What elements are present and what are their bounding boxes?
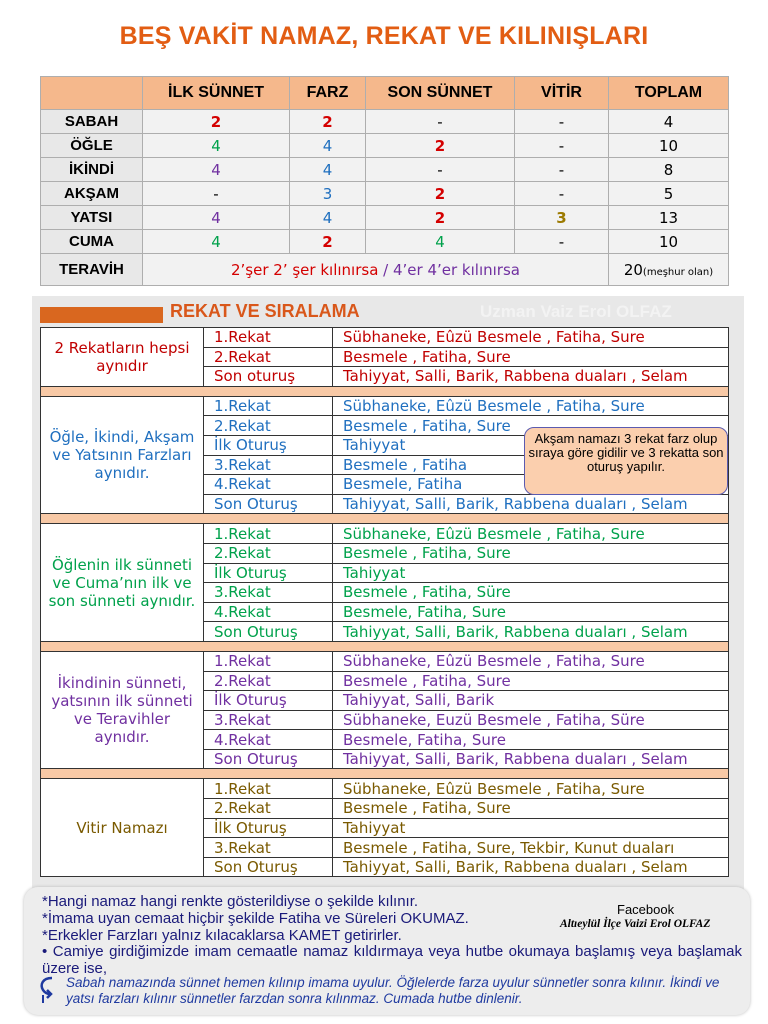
cell-son: 4	[366, 230, 515, 254]
cell-ilk: -	[143, 182, 290, 206]
cell-farz: 4	[290, 158, 366, 182]
header-vitir: VİTİR	[515, 77, 609, 110]
rekat-content: Tahiyyat, Salli, Barik	[333, 691, 729, 711]
sabah-note: Sabah namazında sünnet hemen kılınıp imama uyulur. Öğlelerde farza uyulur sünnetler sonra kılınır. İkindi ve yatsı farzları kılınır sünnetler farzdan sonra kılınmaz. Cumada hutbe dinlenir.	[66, 975, 720, 1006]
cell-farz: 4	[290, 206, 366, 230]
teravih-total	[609, 254, 729, 286]
rekat-step: 3.Rekat	[204, 710, 333, 730]
rekat-step: 1.Rekat	[204, 779, 333, 799]
rekat-content: Tahiyyat, Salli, Barik, Rabbena duaları , Selam	[333, 622, 729, 642]
teravih-total-value: 20	[623, 260, 643, 279]
rekat-step: Son Oturuş	[204, 857, 333, 877]
rekat-step: 4.Rekat	[204, 602, 333, 622]
rekat-step: 2.Rekat	[204, 671, 333, 691]
teravih-separator: /	[378, 260, 393, 279]
cell-toplam: 5	[609, 182, 729, 206]
teravih-total-note: (meşhur olan)	[642, 266, 714, 278]
rekat-content: Besmele , Fatiha, Sure	[333, 671, 729, 691]
rekat-step: 2.Rekat	[204, 347, 333, 367]
rekat-step: 1.Rekat	[204, 328, 333, 348]
rekat-content: Besmele , Fatiha, Sure	[333, 347, 729, 367]
rekat-content: Besmele , Fatiha, Sure, Tekbir, Kunut duaları	[333, 838, 729, 858]
group-separator	[41, 769, 729, 779]
cell-vitir: -	[515, 182, 609, 206]
note-line-1: *Hangi namaz hangi renkte gösterildiyse o şekilde kılınır.	[42, 893, 419, 910]
rekat-content: Besmele , Fatiha	[333, 455, 729, 475]
cell-son: -	[366, 158, 515, 182]
cell-ilk: 4	[143, 230, 290, 254]
cell-ilk: 4	[143, 134, 290, 158]
note-line-4: • Camiye girdiğimizde imam cemaatle namaz kıldırmaya veya hutbe okumaya başlamış veya başlamak üzere ise,	[42, 943, 742, 977]
cell-toplam: 10	[609, 134, 729, 158]
rekat-content: Tahiyyat, Salli, Barik, Rabbena duaları , Selam	[333, 857, 729, 877]
cell-vitir: -	[515, 158, 609, 182]
header-toplam: TOPLAM	[609, 77, 729, 110]
page-title: BEŞ VAKİT NAMAZ, REKAT VE KILINIŞLARI	[119, 22, 649, 50]
rekat-step: Son Oturuş	[204, 622, 333, 642]
summary-row-yatsi	[41, 206, 729, 230]
prayer-name: TERAVİH	[41, 254, 143, 286]
rekat-content: Besmele , Fatiha, Sure	[333, 543, 729, 563]
author-signature: Altıeylül İlçe Vaizi Erol OLFAZ	[560, 918, 711, 930]
rekat-content: Tahiyyat	[333, 818, 729, 838]
separator-cell	[41, 769, 729, 779]
rekat-content: Besmele, Fatiha, Sure	[333, 730, 729, 750]
header-son-sunnet: SON SÜNNET	[366, 77, 515, 110]
cell-ilk: 2	[143, 110, 290, 134]
summary-row-sabah	[41, 110, 729, 134]
cell-vitir: -	[515, 134, 609, 158]
rekat-step: 2.Rekat	[204, 799, 333, 819]
rekat-table-body	[41, 328, 729, 877]
rekat-content: Tahiyyat, Salli, Barik, Rabbena duaları , Selam	[333, 367, 729, 387]
group-label: Vitir Namazı	[41, 779, 204, 877]
cell-ilk: 4	[143, 158, 290, 182]
rekat-content: Besmele, Fatiha, Sure	[333, 602, 729, 622]
summary-row-cuma	[41, 230, 729, 254]
cell-vitir: -	[515, 230, 609, 254]
cell-toplam: 4	[609, 110, 729, 134]
rekat-step: İlk Oturuş	[204, 691, 333, 711]
rekat-content: Besmele , Fatiha, Sure	[333, 799, 729, 819]
group-label: Öğle, İkindi, Akşam ve Yatsının Farzları aynıdır.	[41, 396, 204, 514]
cell-son: -	[366, 110, 515, 134]
prayer-name: SABAH	[41, 110, 143, 134]
rekat-step: 2.Rekat	[204, 416, 333, 436]
rekat-step: Son Oturuş	[204, 749, 333, 769]
cell-farz: 3	[290, 182, 366, 206]
prayer-name: AKŞAM	[41, 182, 143, 206]
rekat-step: 1.Rekat	[204, 524, 333, 544]
summary-row-ikindi	[41, 158, 729, 182]
prayer-name: ÖĞLE	[41, 134, 143, 158]
header-farz: FARZ	[290, 77, 366, 110]
prayer-name: YATSI	[41, 206, 143, 230]
aksam-callout: Akşam namazı 3 rekat farz olup sıraya göre gidilir ve 3 rekatta son oturuş yapılır.	[524, 427, 728, 495]
cell-farz: 2	[290, 110, 366, 134]
teravih-description	[143, 254, 609, 286]
cell-toplam: 13	[609, 206, 729, 230]
group-separator	[41, 386, 729, 396]
rekat-step: Son Oturuş	[204, 494, 333, 514]
rekat-content: Tahiyyat	[333, 563, 729, 583]
rekat-row	[41, 396, 729, 416]
cell-farz: 2	[290, 230, 366, 254]
rekat-content: Tahiyyat	[333, 435, 729, 455]
rekat-step: 1.Rekat	[204, 651, 333, 671]
rekat-step: 2.Rekat	[204, 543, 333, 563]
rekat-content: Besmele, Fatiha	[333, 475, 729, 495]
separator-cell	[41, 514, 729, 524]
rekat-table	[40, 327, 729, 877]
section-title: REKAT VE SIRALAMA	[170, 301, 360, 321]
cell-son: 2	[366, 134, 515, 158]
prayer-name: İKİNDİ	[41, 158, 143, 182]
header-empty	[41, 77, 143, 110]
cell-son: 2	[366, 206, 515, 230]
rekat-row	[41, 524, 729, 544]
rekat-content: Sübhaneke, Euzü Besmele , Fatiha, Süre	[333, 710, 729, 730]
rekat-step: 4.Rekat	[204, 730, 333, 750]
group-label: Öğlenin ilk sünneti ve Cuma’nın ilk ve son sünneti aynıdır.	[41, 524, 204, 642]
rekat-content: Sübhaneke, Eûzü Besmele , Fatiha, Sure	[333, 396, 729, 416]
group-label: 2 Rekatların hepsi aynıdır	[41, 328, 204, 387]
summary-row-teravih	[41, 254, 729, 286]
curl-arrow-icon	[38, 975, 58, 1003]
facebook-label: Facebook	[617, 902, 675, 917]
group-label: İkindinin sünneti, yatsının ilk sünneti ve Teravihler aynıdır.	[41, 651, 204, 769]
rekat-step: 1.Rekat	[204, 396, 333, 416]
separator-cell	[41, 386, 729, 396]
rekat-step: İlk Oturuş	[204, 563, 333, 583]
rekat-content: Sübhaneke, Eûzü Besmele , Fatiha, Sure	[333, 651, 729, 671]
summary-table	[40, 76, 729, 286]
cell-ilk: 4	[143, 206, 290, 230]
rekat-content: Sübhaneke, Eûzü Besmele , Fatiha, Sure	[333, 779, 729, 799]
rekat-content: Tahiyyat, Salli, Barik, Rabbena duaları , Selam	[333, 494, 729, 514]
watermark: Uzman Vaiz Erol OLFAZ	[480, 302, 672, 321]
cell-farz: 4	[290, 134, 366, 158]
teravih-text-1: 2’şer 2’ şer kılınırsa	[231, 260, 379, 279]
header-ilk-sunnet: İLK SÜNNET	[143, 77, 290, 110]
rekat-step: Son oturuş	[204, 367, 333, 387]
cell-vitir: -	[515, 110, 609, 134]
summary-header-row	[41, 77, 729, 110]
cell-son: 2	[366, 182, 515, 206]
rekat-step: İlk Oturuş	[204, 435, 333, 455]
rekat-step: İlk Oturuş	[204, 818, 333, 838]
rekat-row	[41, 328, 729, 348]
rekat-content: Tahiyyat, Salli, Barik, Rabbena duaları , Selam	[333, 749, 729, 769]
rekat-row	[41, 779, 729, 799]
rekat-content: Sübhaneke, Eûzü Besmele , Fatiha, Sure	[333, 328, 729, 348]
separator-cell	[41, 641, 729, 651]
rekat-step: 3.Rekat	[204, 455, 333, 475]
rekat-step: 4.Rekat	[204, 475, 333, 495]
summary-row-ogle	[41, 134, 729, 158]
cell-toplam: 8	[609, 158, 729, 182]
cell-vitir: 3	[515, 206, 609, 230]
cell-toplam: 10	[609, 230, 729, 254]
note-line-2: *İmama uyan cemaat hiçbir şekilde Fatiha ve Süreleri OKUMAZ.	[42, 910, 469, 927]
teravih-text-2: 4’er 4’er kılınırsa	[392, 260, 520, 279]
rekat-step: 3.Rekat	[204, 838, 333, 858]
group-separator	[41, 641, 729, 651]
rekat-content: Besmele , Fatiha, Süre	[333, 583, 729, 603]
prayer-name: CUMA	[41, 230, 143, 254]
rekat-row	[41, 651, 729, 671]
rekat-content: Besmele , Fatiha, Sure	[333, 416, 729, 436]
group-separator	[41, 514, 729, 524]
section-bar	[40, 307, 163, 323]
rekat-step: 3.Rekat	[204, 583, 333, 603]
summary-row-aksam	[41, 182, 729, 206]
note-line-3: *Erkekler Farzları yalnız kılacaklarsa KAMET getirirler.	[42, 927, 402, 944]
rekat-content: Sübhaneke, Eûzü Besmele , Fatiha, Sure	[333, 524, 729, 544]
